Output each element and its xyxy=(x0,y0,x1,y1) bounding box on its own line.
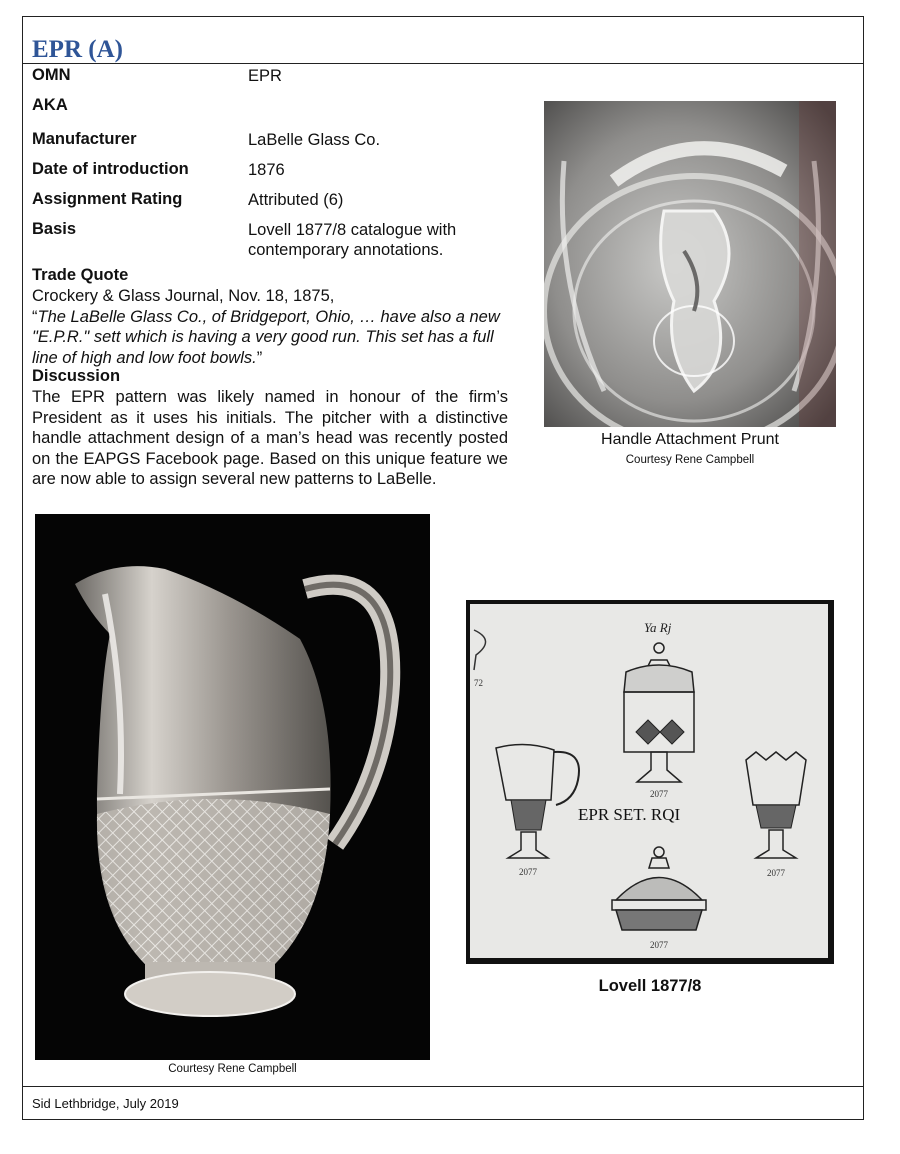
trade-quote-heading: Trade Quote xyxy=(32,266,129,284)
omn-value: EPR xyxy=(248,67,282,85)
basis-value xyxy=(248,220,456,260)
catalogue-handwriting-main: EPR SET. RQI xyxy=(578,805,681,824)
trade-quote-source: Crockery & Glass Journal, Nov. 18, 1875, xyxy=(32,287,335,305)
omn-label: OMN xyxy=(32,66,71,84)
trade-quote-text: The LaBelle Glass Co., of Bridgeport, Ohio, … have also a new "E.P.R." sett which is having a very good run. This set has a full line of high and low foot bowls. xyxy=(32,307,500,367)
prunt-caption: Handle Attachment Prunt xyxy=(601,431,779,448)
catalogue-caption: Lovell 1877/8 xyxy=(598,977,702,995)
manufacturer-value: LaBelle Glass Co. xyxy=(248,131,381,149)
pitcher-photo xyxy=(35,514,430,1060)
basis-value-line2: contemporary annotations. xyxy=(248,241,444,259)
title-rule xyxy=(22,63,864,64)
manufacturer-label: Manufacturer xyxy=(32,130,137,148)
pitcher-credit: Courtesy Rene Campbell xyxy=(168,1063,297,1075)
handle-prunt-photo xyxy=(544,101,836,427)
discussion-heading: Discussion xyxy=(32,367,121,385)
basis-value-line1: Lovell 1877/8 catalogue with xyxy=(248,221,457,239)
date-value: 1876 xyxy=(248,161,285,179)
footer-credit: Sid Lethbridge, July 2019 xyxy=(32,1096,179,1111)
rating-value: Attributed (6) xyxy=(248,191,344,209)
svg-text:2077: 2077 xyxy=(767,868,785,878)
catalogue-image xyxy=(466,600,834,964)
svg-text:2077: 2077 xyxy=(519,867,537,877)
discussion-text: The EPR pattern was likely named in honour of the firm’s President as it uses his initials. The pitcher with a distinctive handle attachment design of a man’s head was recently posted on the EAPGS Facebook page. Based on this unique feature we are now able to assign several new patterns to LaBelle. xyxy=(32,388,508,488)
trade-quote-body: Crockery & Glass Journal, Nov. 18, 1875, “The LaBelle Glass Co., of Bridgeport, Ohio, … have also a new "E.P.R." sett which is having a very good run. This set has a full line of high and low foot bowls.” xyxy=(32,287,500,367)
page-title: EPR (A) xyxy=(32,36,123,63)
basis-label: Basis xyxy=(32,220,77,238)
footer-rule xyxy=(22,1086,864,1087)
date-label: Date of introduction xyxy=(32,160,189,178)
prunt-credit: Courtesy Rene Campbell xyxy=(625,454,755,466)
rating-label: Assignment Rating xyxy=(32,190,183,208)
svg-text:72: 72 xyxy=(474,678,483,688)
svg-text:2077: 2077 xyxy=(650,940,668,950)
svg-text:2077: 2077 xyxy=(650,789,668,799)
catalogue-handwriting-top: Ya Rj xyxy=(644,620,672,635)
aka-label: AKA xyxy=(32,96,68,114)
